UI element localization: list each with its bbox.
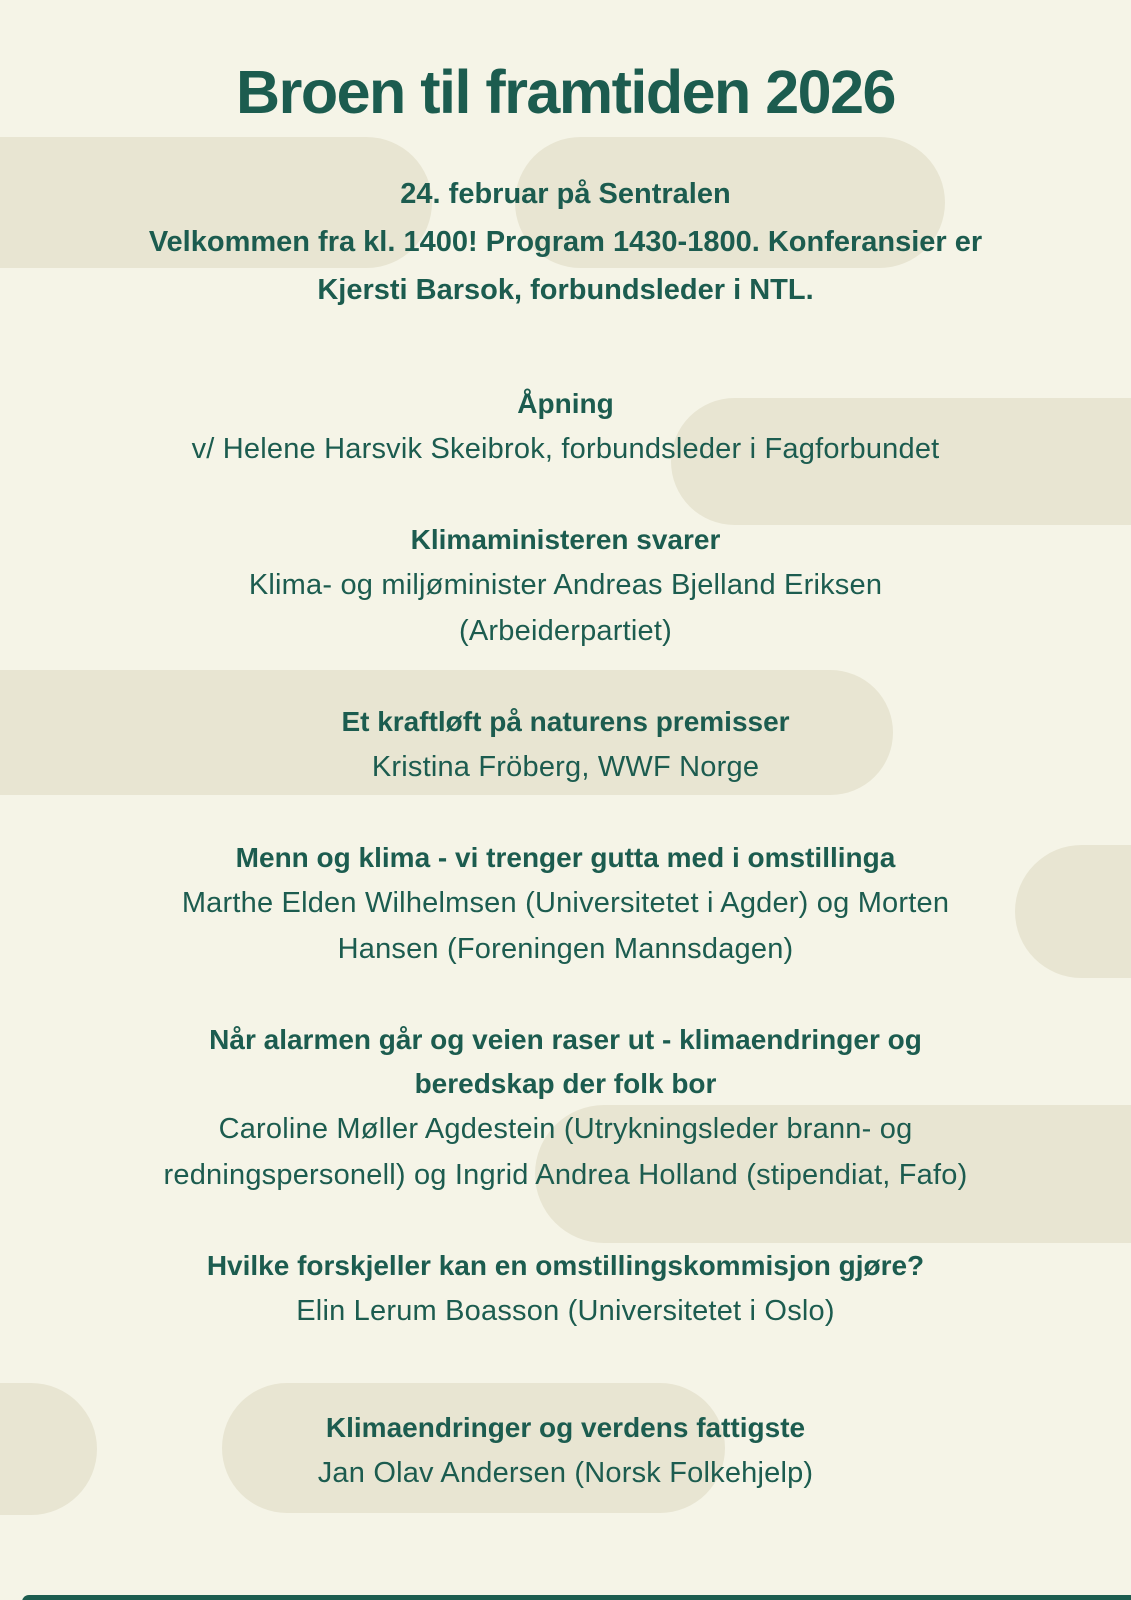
- program-section-apning: [0, 382, 1131, 472]
- session-title: Hvilke forskjeller kan en omstillingskommisjon gjøre?: [206, 1250, 925, 1282]
- event-details: [0, 170, 1131, 314]
- program-section-omstillingskommisjon: [0, 1244, 1131, 1334]
- program-section-klimaministeren: [0, 518, 1131, 654]
- session-title: Klimaministeren svarer: [410, 524, 721, 556]
- event-title: Broen til framtiden 2026: [236, 58, 895, 126]
- session-speaker: Klima- og miljøminister Andreas Bjelland Eriksen (Arbeiderpartiet): [248, 569, 883, 648]
- program-section-nar-alarmen-gar: [0, 1018, 1131, 1198]
- session-title: Åpning: [517, 388, 614, 420]
- program-section-kraftloft: [0, 700, 1131, 790]
- session-speaker: Jan Olav Andersen (Norsk Folkehjelp): [317, 1457, 814, 1490]
- session-speaker: Marthe Elden Wilhelmsen (Universitetet i Agder) og Morten Hansen (Foreningen Mannsdagen): [181, 887, 950, 966]
- session-title: Når alarmen går og veien raser ut - klimaendringer og beredskap der folk bor: [209, 1024, 922, 1100]
- session-speaker: Caroline Møller Agdestein (Utrykningsleder brann- og redningspersonell) og Ingrid Andrea Holland (stipendiat, Fafo): [163, 1113, 968, 1192]
- session-title: Et kraftløft på naturens premisser: [341, 706, 790, 738]
- session-title: Klimaendringer og verdens fattigste: [325, 1412, 806, 1444]
- session-speaker: Kristina Fröberg, WWF Norge: [371, 751, 760, 784]
- session-speaker: v/ Helene Harsvik Skeibrok, forbundsleder i Fagforbundet: [191, 433, 940, 466]
- event-date-line: 24. februar på Sentralen: [400, 178, 731, 211]
- program-section-menn-og-klima: [0, 836, 1131, 972]
- event-host-line: Kjersti Barsok, forbundsleder i NTL.: [317, 274, 814, 307]
- session-speaker: Elin Lerum Boasson (Universitetet i Oslo): [296, 1295, 835, 1328]
- program-section-verdens-fattigste: [0, 1406, 1131, 1496]
- session-title: Menn og klima - vi trenger gutta med i omstillinga: [235, 842, 896, 874]
- event-program-line: Velkommen fra kl. 1400! Program 1430-1800. Konferansier er: [148, 226, 983, 259]
